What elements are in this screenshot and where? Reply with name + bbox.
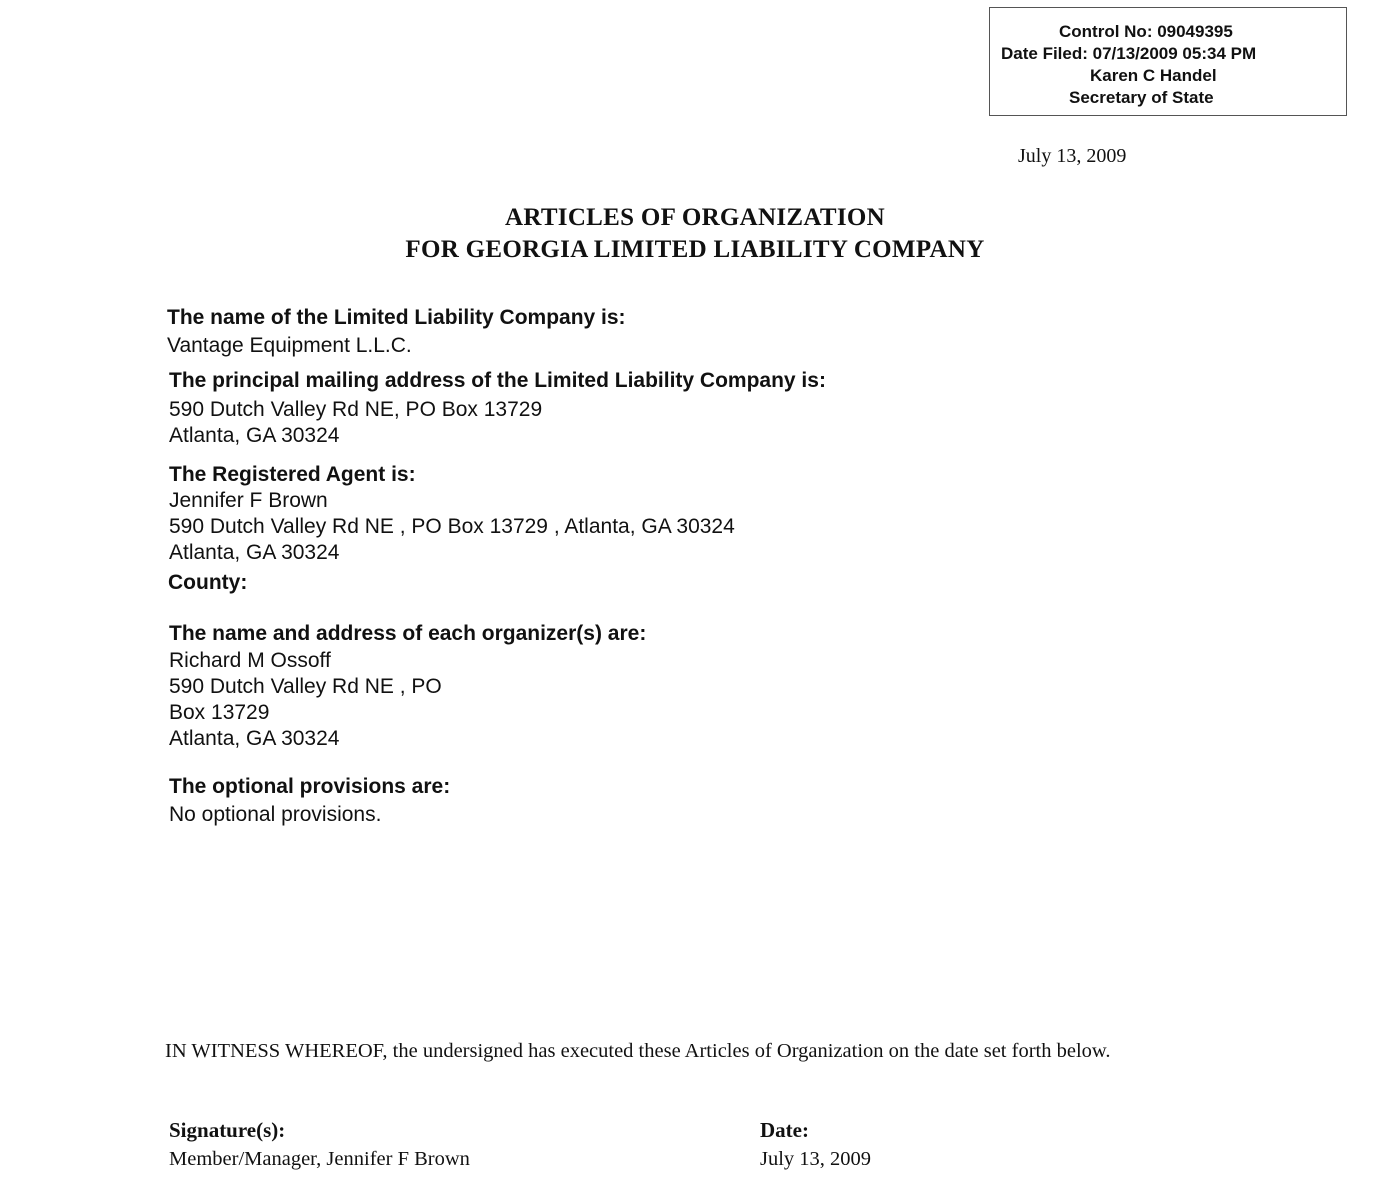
date-value: July 13, 2009 xyxy=(760,1148,872,1170)
control-number: Control No: 09049395 xyxy=(1059,22,1233,41)
company-name-label: The name of the Limited Liability Company is: xyxy=(167,306,626,329)
header-date: July 13, 2009 xyxy=(1018,145,1127,167)
organizer-name: Richard M Ossoff xyxy=(169,649,331,672)
secretary-title: Secretary of State xyxy=(1069,88,1214,107)
organizer-address-line: Box 13729 xyxy=(169,701,270,724)
mailing-address-line: Atlanta, GA 30324 xyxy=(169,424,340,447)
title-line-1: ARTICLES OF ORGANIZATION xyxy=(505,204,885,231)
organizers-label: The name and address of each organizer(s) are: xyxy=(169,622,647,645)
company-name-value: Vantage Equipment L.L.C. xyxy=(167,334,412,357)
filing-stamp xyxy=(989,7,1347,116)
mailing-address-line: 590 Dutch Valley Rd NE, PO Box 13729 xyxy=(169,398,543,421)
title-line-2: FOR GEORGIA LIMITED LIABILITY COMPANY xyxy=(405,236,985,263)
date-label: Date: xyxy=(760,1118,809,1142)
page-title xyxy=(0,202,1390,266)
witness-statement: IN WITNESS WHEREOF, the undersigned has executed these Articles of Organization on the date set forth below. xyxy=(165,1040,1111,1062)
optional-provisions-value: No optional provisions. xyxy=(169,803,382,826)
registered-agent-city: Atlanta, GA 30324 xyxy=(169,541,340,564)
signature-label: Signature(s): xyxy=(169,1118,286,1142)
registered-agent-label: The Registered Agent is: xyxy=(169,463,416,486)
organizer-address-line: 590 Dutch Valley Rd NE , PO xyxy=(169,675,442,698)
mailing-address-label: The principal mailing address of the Limited Liability Company is: xyxy=(169,369,826,392)
secretary-name: Karen C Handel xyxy=(1090,66,1217,85)
mailing-address-block xyxy=(169,397,542,449)
date-filed: Date Filed: 07/13/2009 05:34 PM xyxy=(1001,44,1257,63)
county-label: County: xyxy=(168,571,248,594)
organizers-block xyxy=(169,648,442,752)
organizer-address-line: Atlanta, GA 30324 xyxy=(169,727,340,750)
registered-agent-address: 590 Dutch Valley Rd NE , PO Box 13729 , Atlanta, GA 30324 xyxy=(169,515,735,538)
registered-agent-name: Jennifer F Brown xyxy=(169,489,328,512)
registered-agent-block xyxy=(169,488,735,566)
optional-provisions-label: The optional provisions are: xyxy=(169,775,451,798)
signature-value: Member/Manager, Jennifer F Brown xyxy=(169,1148,470,1170)
